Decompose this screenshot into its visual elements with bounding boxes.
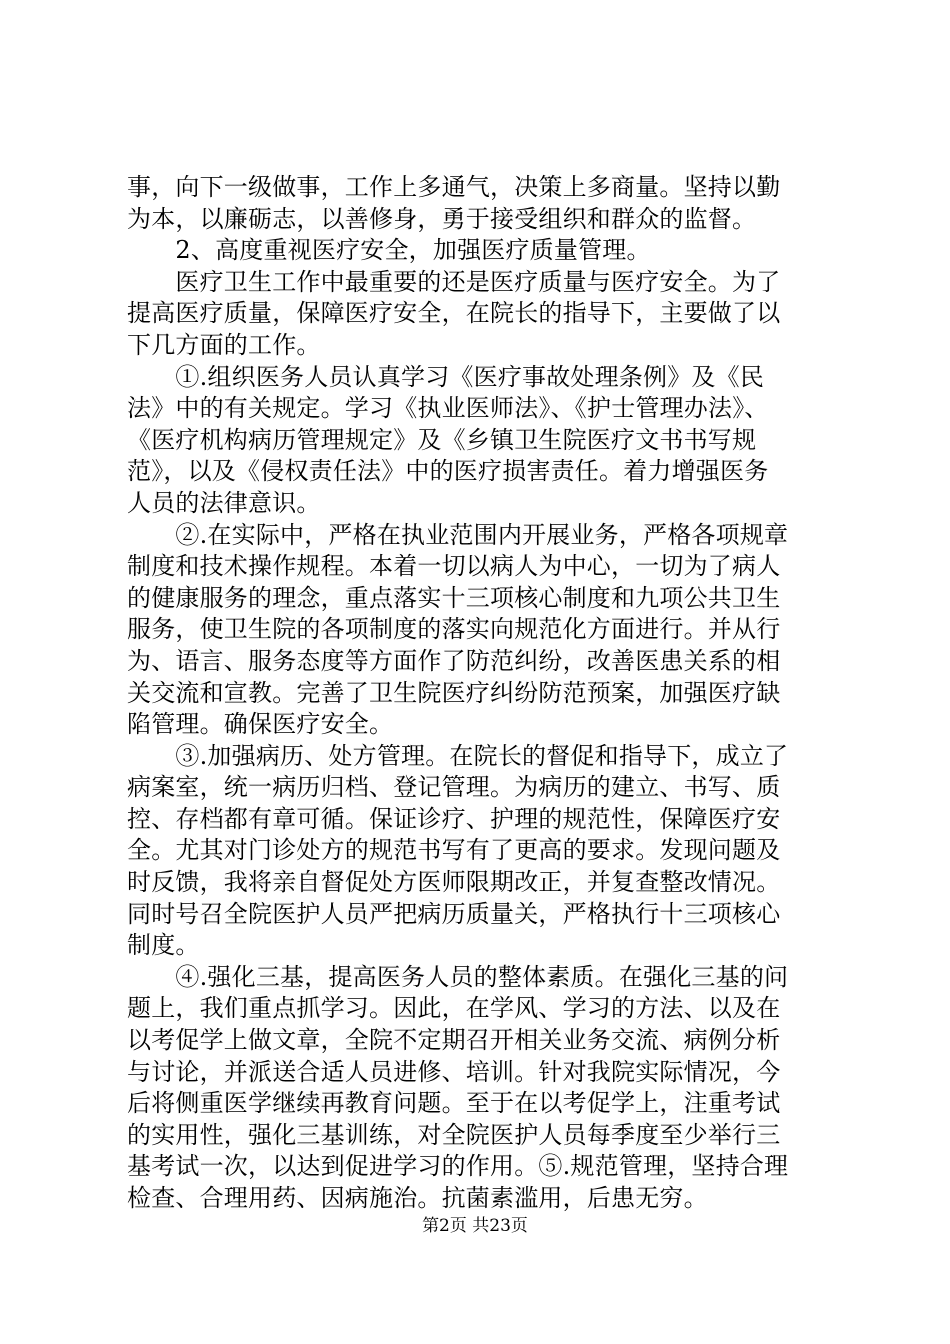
page-number-footer: 第2页 共23页 [422, 1216, 528, 1236]
text-line: 后将侧重医学继续再教育问题。至于在以考促学上，注重考试 [127, 1089, 781, 1118]
text-line: 人员的法律意识。 [127, 488, 321, 517]
text-line: ③.加强病历、处方管理。在院长的督促和指导下，成立了 [127, 741, 789, 770]
text-line: 基考试一次，以达到促进学习的作用。⑤.规范管理，坚持合理 [127, 1152, 789, 1181]
text-line: 时反馈，我将亲自督促处方医师限期改正，并复查整改情况。 [127, 868, 781, 897]
text-line: 全。尤其对门诊处方的规范书写有了更高的要求。发现问题及 [127, 836, 781, 865]
text-line: 关交流和宣教。完善了卫生院医疗纠纷防范预案，加强医疗缺 [127, 678, 781, 707]
text-line: 为、语言、服务态度等方面作了防范纠纷，改善医患关系的相 [127, 646, 781, 675]
text-line: 提高医疗质量，保障医疗安全，在院长的指导下，主要做了以 [127, 299, 781, 328]
text-line: ①.组织医务人员认真学习《医疗事故处理条例》及《民 [127, 362, 765, 391]
text-line: 制度。 [127, 931, 200, 960]
text-line: 为本，以廉砺志，以善修身，勇于接受组织和群众的监督。 [127, 204, 757, 233]
text-line: ②.在实际中，严格在执业范围内开展业务，严格各项规章 [127, 520, 789, 549]
text-line: 题上，我们重点抓学习。因此，在学风、学习的方法、以及在 [127, 994, 781, 1023]
text-line: 制度和技术操作规程。本着一切以病人为中心，一切为了病人 [127, 552, 781, 581]
text-line: 检查、合理用药、因病施治。抗菌素滥用，后患无穷。 [127, 1184, 708, 1212]
document-body [127, 172, 827, 1215]
text-line: 范》，以及《侵权责任法》中的医疗损害责任。着力增强医务 [127, 457, 769, 486]
text-line: 的健康服务的理念，重点落实十三项核心制度和九项公共卫生 [127, 583, 781, 612]
text-line: 医疗卫生工作中最重要的还是医疗质量与医疗安全。为了 [127, 267, 781, 296]
text-line: 事，向下一级做事，工作上多通气，决策上多商量。坚持以勤 [127, 173, 781, 201]
text-line: 同时号召全院医护人员严把病历质量关，严格执行十三项核心 [127, 899, 781, 928]
text-line: 以考促学上做文章，全院不定期召开相关业务交流、病例分析 [127, 1026, 781, 1055]
text-line: 服务，使卫生院的各项制度的落实向规范化方面进行。并从行 [127, 615, 781, 644]
text-line: ④.强化三基，提高医务人员的整体素质。在强化三基的问 [127, 962, 789, 991]
text-line: 法》中的有关规定。学习《执业医师法》、《护士管理办法》、 [127, 394, 769, 423]
text-line: 病案室，统一病历归档、登记管理。为病历的建立、书写、质 [127, 773, 781, 802]
text-line: 《医疗机构病历管理规定》及《乡镇卫生院医疗文书书写规 [127, 425, 757, 454]
text-line: 2、高度重视医疗安全，加强医疗质量管理。 [127, 236, 651, 265]
text-line: 与讨论，并派送合适人员进修、培训。针对我院实际情况，今 [127, 1057, 781, 1086]
text-line: 控、存档都有章可循。保证诊疗、护理的规范性，保障医疗安 [127, 804, 781, 833]
text-line: 陷管理。确保医疗安全。 [127, 710, 394, 739]
text-line: 下几方面的工作。 [127, 330, 321, 359]
text-line: 的实用性，强化三基训练，对全院医护人员每季度至少举行三 [127, 1120, 781, 1149]
